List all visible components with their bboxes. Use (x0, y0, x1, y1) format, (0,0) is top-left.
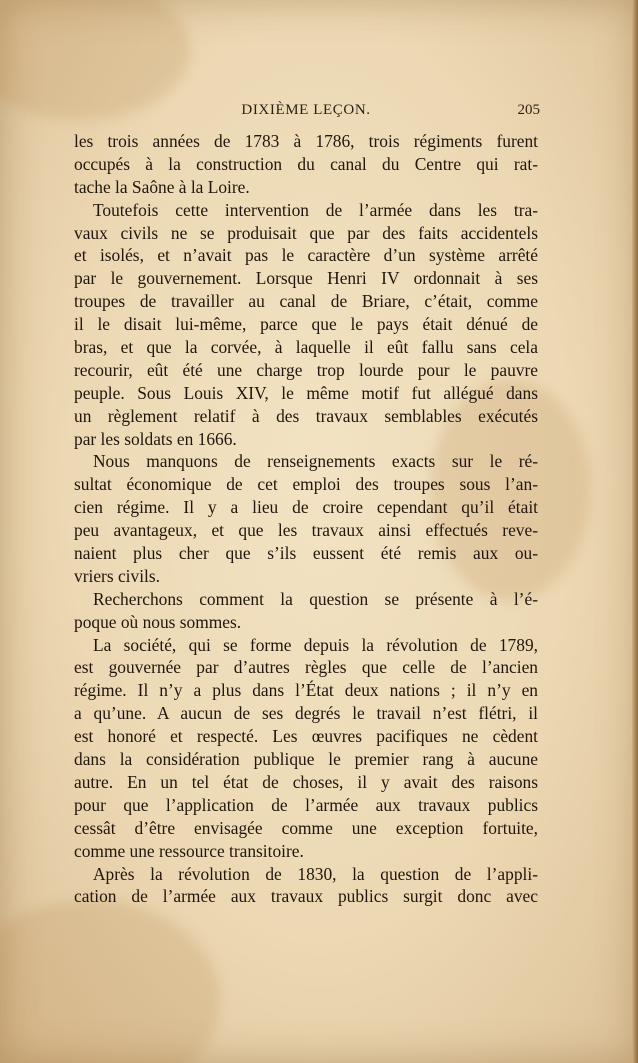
text-line: les trois années de 1783 à 1786, trois régiments furent (74, 131, 538, 151)
text-line: il le disait lui-même, parce que le pays était dénué de (74, 314, 538, 335)
text-line: bras, et que la corvée, à laquelle il eût fallu sans cela (74, 337, 538, 358)
running-title: DIXIÈME LEÇON. (241, 102, 371, 118)
text-line: est honoré et respecté. Les œuvres pacifiques ne cèdent (74, 726, 538, 747)
text-line: Recherchons comment la question se présente à l’é- (93, 588, 538, 609)
text-line: tache la Saône à la Loire. (74, 176, 250, 197)
text-line: peuple. Sous Louis XIV, le même motif fut allégué dans (74, 382, 538, 403)
text-line: recourir, eût été une charge trop lourde pour le pauvre (74, 359, 538, 380)
text-line: dans la considération publique le premier rang à aucune (74, 749, 538, 770)
text-line: vriers civils. (74, 565, 160, 586)
text-line: Après la révolution de 1830, la question de l’appli- (93, 863, 538, 884)
text-line: poque où nous sommes. (74, 611, 242, 632)
text-line: et isolés, et n’avait pas le caractère d’un système arrêté (74, 245, 538, 266)
text-line: par le gouvernement. Lorsque Henri IV ordonnait à ses (74, 268, 538, 289)
text-line: a qu’une. A aucun de ses degrés le travail n’est flétri, il (74, 703, 538, 724)
text-line: troupes de travailler au canal de Briare, c’était, comme (74, 291, 538, 312)
text-line: vaux civils ne se produisait que par des faits accidentels (74, 222, 538, 243)
paper-stain (0, 900, 220, 1063)
page-number: 205 (517, 102, 540, 118)
page-header (72, 100, 540, 126)
text-line: Nous manquons de renseignements exacts sur le ré- (93, 451, 538, 472)
text-line: comme une ressource transitoire. (74, 840, 304, 861)
text-line: un règlement relatif à des travaux semblables exécutés (74, 405, 538, 426)
text-line: Toutefois cette intervention de l’armée dans les tra- (93, 199, 538, 220)
text-line: cien régime. Il y a lieu de croire cependant qu’il était (74, 497, 538, 518)
page-edge (632, 0, 638, 1063)
text-line: naient plus cher que s’ils eussent été remis aux ou- (74, 543, 538, 564)
text-line: sultat économique de cet emploi des troupes sous l’an- (74, 474, 538, 495)
text-line: peu avantageux, et que les travaux ainsi effectués reve- (74, 520, 538, 541)
body-text (74, 130, 538, 908)
text-line: cessât d’être envisagée comme une exception fortuite, (74, 817, 538, 838)
text-line: cation de l’armée aux travaux publics surgit donc avec (74, 886, 538, 907)
text-line: autre. En un tel état de choses, il y avait des raisons (74, 771, 538, 792)
text-line: pour que l’application de l’armée aux travaux publics (74, 794, 538, 815)
text-line: par les soldats en 1666. (74, 428, 237, 449)
text-line: régime. Il n’y a plus dans l’État deux nations ; il n’y en (74, 680, 538, 701)
text-line: occupés à la construction du canal du Centre qui rat- (74, 153, 538, 174)
text-line: La société, qui se forme depuis la révolution de 1789, (93, 634, 538, 655)
text-line: est gouvernée par d’autres règles que celle de l’ancien (74, 657, 538, 678)
